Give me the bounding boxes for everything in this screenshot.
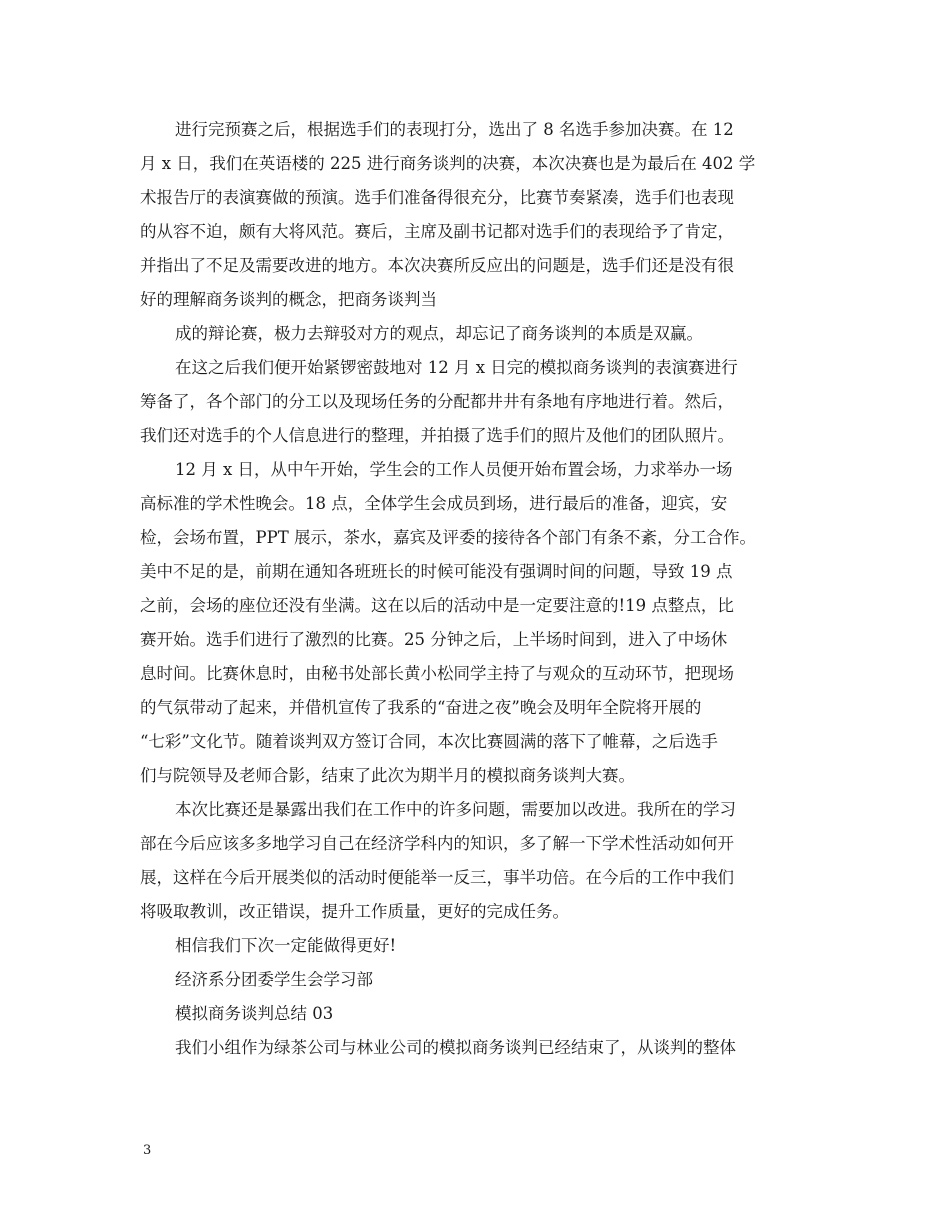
text-line: 我们小组作为绿茶公司与林业公司的模拟商务谈判已经结束了，从谈判的整体: [175, 1038, 736, 1057]
text-line: 本次比赛还是暴露出我们在工作中的许多问题，需要加以改进。我所在的学习: [175, 800, 736, 819]
text-line: 展，这样在今后开展类似的活动时便能举一反三，事半功倍。在今后的工作中我们: [140, 868, 734, 887]
text-line: 高标准的学术性晚会。18 点，全体学生会成员到场，进行最后的准备，迎宾，安: [140, 494, 728, 513]
text-line: 的从容不迫，颇有大将风范。赛后，主席及副书记都对选手们的表现给予了肯定，: [140, 222, 734, 241]
text-line: 检，会场布置，PPT 展示，茶水，嘉宾及评委的接待各个部门有条不紊，分工合作。: [140, 528, 756, 547]
page-number: 3: [143, 1143, 152, 1158]
text-line: 月 x 日，我们在英语楼的 225 进行商务谈判的决赛，本次决赛也是为最后在 402 学: [140, 154, 756, 173]
text-line: 模拟商务谈判总结 03: [175, 1004, 334, 1023]
text-line: 美中不足的是，前期在通知各班班长的时候可能没有强调时间的问题，导致 19 点: [140, 562, 733, 581]
text-line: 进行完预赛之后，根据选手们的表现打分，选出了 8 名选手参加决赛。在 12: [175, 120, 734, 139]
text-line: “七彩”文化节。随着谈判双方签订合同，本次比赛圆满的落下了帷幕，之后选手: [140, 732, 718, 751]
text-line: 我们还对选手的个人信息进行的整理，并拍摄了选手们的照片及他们的团队照片。: [140, 426, 734, 445]
text-line: 部在今后应该多多地学习自己在经济学科内的知识，多了解一下学术性活动如何开: [140, 834, 734, 853]
text-line: 12 月 x 日，从中午开始，学生会的工作人员便开始布置会场，力求举办一场: [175, 460, 733, 479]
text-line: 经济系分团委学生会学习部: [175, 970, 373, 989]
text-line: 的气氛带动了起来，并借机宣传了我系的“奋进之夜”晚会及明年全院将开展的: [140, 698, 702, 717]
text-line: 术报告厅的表演赛做的预演。选手们准备得很充分，比赛节奏紧凑，选手们也表现: [140, 188, 734, 207]
text-line: 将吸取教训，改正错误，提升工作质量，更好的完成任务。: [140, 902, 569, 921]
text-line: 相信我们下次一定能做得更好!: [175, 936, 397, 955]
text-line: 赛开始。选手们进行了激烈的比赛。25 分钟之后，上半场时间到，进入了中场休: [140, 630, 728, 649]
text-line: 成的辩论赛，极力去辩驳对方的观点，却忘记了商务谈判的本质是双赢。: [175, 324, 703, 343]
text-line: 在这之后我们便开始紧锣密鼓地对 12 月 x 日完的模拟商务谈判的表演赛进行: [175, 358, 738, 377]
text-line: 息时间。比赛休息时，由秘书处部长黄小松同学主持了与观众的互动环节，把现场: [140, 664, 734, 683]
text-line: 并指出了不足及需要改进的地方。本次决赛所反应出的问题是，选手们还是没有很: [140, 256, 734, 275]
text-line: 们与院领导及老师合影，结束了此次为期半月的模拟商务谈判大赛。: [140, 766, 635, 785]
text-line: 筹备了，各个部门的分工以及现场任务的分配都井井有条地有序地进行着。然后，: [140, 392, 734, 411]
text-line: 好的理解商务谈判的概念，把商务谈判当: [140, 290, 437, 309]
text-line: 之前，会场的座位还没有坐满。这在以后的活动中是一定要注意的!19 点整点，比: [140, 596, 734, 615]
